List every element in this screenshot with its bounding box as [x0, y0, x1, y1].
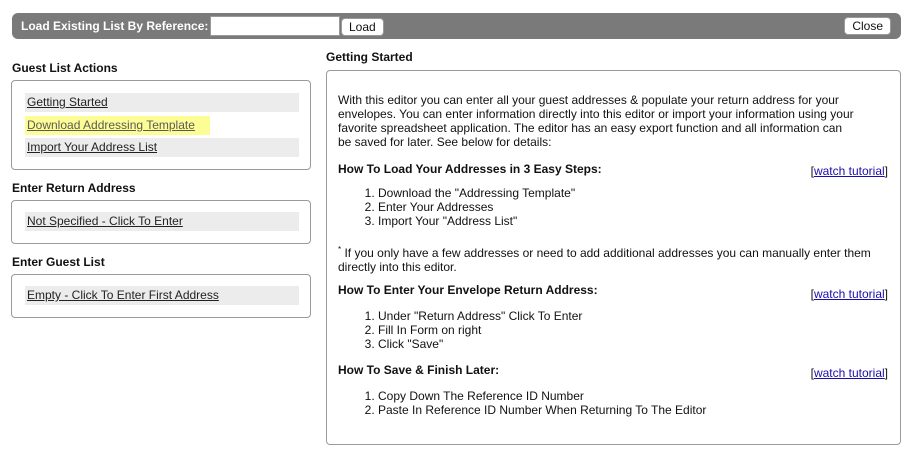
return-address-heading: How To Enter Your Envelope Return Address: — [338, 283, 598, 297]
manual-entry-note — [338, 243, 878, 274]
load-button[interactable]: Load — [341, 18, 384, 36]
guest-list-heading: Enter Guest List — [12, 255, 105, 269]
list-item: 3. Import Your "Address List" — [378, 214, 575, 228]
load-steps-list — [362, 186, 575, 228]
list-item: 2. Paste In Reference ID Number When Returning To The Editor — [378, 403, 706, 417]
first-address-link[interactable]: Empty - Click To Enter First Address — [25, 286, 299, 305]
list-item: 1. Under "Return Address" Click To Enter — [378, 309, 582, 323]
watch-tutorial-link[interactable]: watch tutorial — [813, 164, 885, 178]
load-tutorial: [watch tutorial] — [810, 164, 888, 178]
list-item: 1. Copy Down The Reference ID Number — [378, 389, 706, 403]
intro-text: With this editor you can enter all your guest addresses & populate your return address for your envelopes. You can enter information directly into this editor or import your information using your favorite spreadsheet application. The editor has an easy export function and all information can be saved for later. See below for details: — [338, 93, 854, 149]
load-addresses-heading: How To Load Your Addresses in 3 Easy Steps: — [338, 162, 602, 176]
save-steps-list — [362, 389, 706, 417]
return-address-heading: Enter Return Address — [12, 181, 136, 195]
note-marker: * — [338, 245, 342, 254]
return-address-box — [11, 200, 311, 244]
list-item: 1. Download the "Addressing Template" — [378, 186, 575, 200]
list-item: 2. Enter Your Addresses — [378, 200, 575, 214]
close-button[interactable]: Close — [844, 17, 891, 35]
getting-started-panel — [326, 70, 901, 445]
watch-tutorial-link[interactable]: watch tutorial — [813, 287, 885, 301]
guest-list-actions-heading: Guest List Actions — [12, 61, 118, 75]
watch-tutorial-link[interactable]: watch tutorial — [813, 366, 885, 380]
list-item: 2. Fill In Form on right — [378, 323, 582, 337]
list-item: 3. Click "Save" — [378, 337, 582, 351]
guest-list-box — [11, 274, 311, 318]
note-text: If you only have a few addresses or need to add additional addresses you can manually enter them directly into this editor. — [338, 246, 871, 274]
save-tutorial: [watch tutorial] — [810, 366, 888, 380]
import-address-list-link[interactable]: Import Your Address List — [25, 138, 299, 157]
return-tutorial: [watch tutorial] — [810, 287, 888, 301]
download-template-link[interactable]: Download Addressing Template — [25, 116, 210, 135]
page-title: Getting Started — [326, 50, 413, 64]
getting-started-link[interactable]: Getting Started — [25, 93, 299, 112]
return-address-link[interactable]: Not Specified - Click To Enter — [25, 212, 299, 231]
reference-toolbar — [12, 13, 901, 39]
reference-label: Load Existing List By Reference: — [21, 19, 209, 33]
reference-input[interactable] — [210, 16, 340, 36]
return-steps-list — [362, 309, 582, 351]
guest-list-actions-box — [11, 80, 311, 170]
save-finish-heading: How To Save & Finish Later: — [338, 363, 500, 377]
